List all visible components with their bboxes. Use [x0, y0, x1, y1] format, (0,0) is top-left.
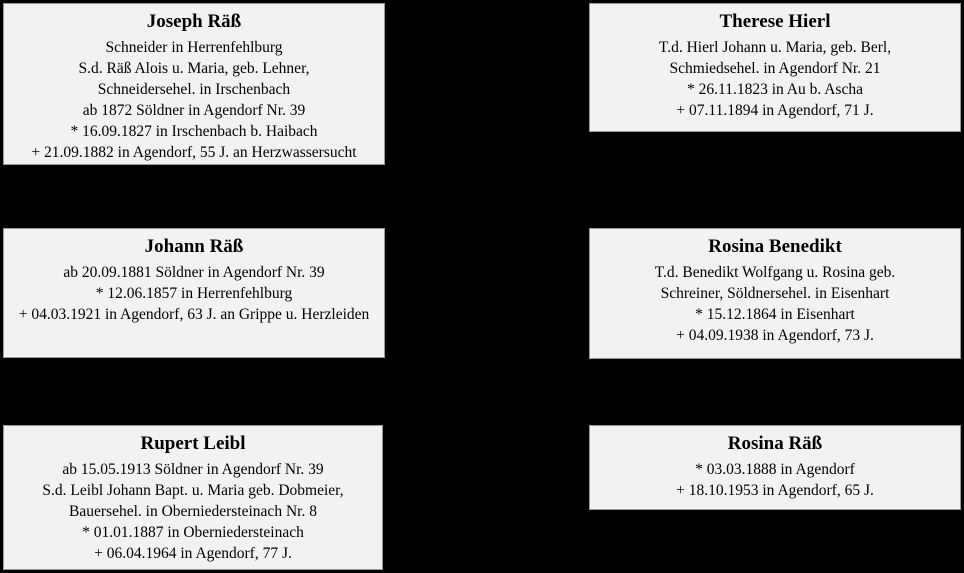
- person-detail-line: S.d. Räß Alois u. Maria, geb. Lehner,: [78, 60, 310, 77]
- person-detail-line: Schmiedsehel. in Agendorf Nr. 21: [669, 60, 881, 77]
- person-detail-line: ab 20.09.1881 Söldner in Agendorf Nr. 39: [63, 264, 325, 281]
- person-name: Rosina Benedikt: [708, 236, 842, 257]
- person-death-line: + 06.04.1964 in Agendorf, 77 J.: [94, 545, 292, 562]
- person-birth-line: * 12.06.1857 in Herrenfehlburg: [95, 285, 293, 302]
- person-detail-line: T.d. Benedikt Wolfgang u. Rosina geb.: [654, 264, 896, 281]
- person-detail-line: Bauersehel. in Oberniedersteinach Nr. 8: [69, 503, 317, 520]
- person-birth-line: * 01.01.1887 in Oberniedersteinach: [82, 524, 304, 541]
- person-detail-line: Schneidersehel. in Irschenbach: [97, 81, 291, 98]
- person-death-line: + 04.03.1921 in Agendorf, 63 J. an Grippe u. Herzleiden: [18, 306, 370, 323]
- person-detail-line: Schreiner, Söldnersehel. in Eisenhart: [660, 285, 890, 302]
- person-card-joseph-raess[interactable]: [3, 3, 385, 165]
- person-birth-line: * 26.11.1823 in Au b. Ascha: [687, 81, 863, 98]
- person-detail-line: Schneider in Herrenfehlburg: [105, 39, 283, 56]
- person-name: Therese Hierl: [719, 11, 831, 32]
- person-detail-line: ab 1872 Söldner in Agendorf Nr. 39: [82, 102, 306, 119]
- person-birth-line: * 15.12.1864 in Eisenhart: [695, 306, 855, 323]
- person-death-line: + 21.09.1882 in Agendorf, 55 J. an Herzwassersucht: [31, 144, 357, 161]
- person-card-rupert-leibl[interactable]: [3, 425, 383, 570]
- person-death-line: + 04.09.1938 in Agendorf, 73 J.: [676, 327, 874, 344]
- person-card-johann-raess[interactable]: [3, 228, 385, 358]
- person-birth-line: * 16.09.1827 in Irschenbach b. Haibach: [70, 123, 318, 140]
- person-detail-line: T.d. Hierl Johann u. Maria, geb. Berl,: [658, 39, 892, 56]
- person-detail-line: S.d. Leibl Johann Bapt. u. Maria geb. Dobmeier,: [42, 482, 344, 499]
- person-name: Joseph Räß: [146, 11, 242, 32]
- person-death-line: + 18.10.1953 in Agendorf, 65 J.: [676, 482, 874, 499]
- person-card-therese-hierl[interactable]: [589, 3, 961, 132]
- person-birth-line: * 03.03.1888 in Agendorf: [695, 461, 855, 478]
- person-death-line: + 07.11.1894 in Agendorf, 71 J.: [676, 102, 874, 119]
- person-detail-line: ab 15.05.1913 Söldner in Agendorf Nr. 39: [62, 461, 324, 478]
- person-name: Rosina Räß: [727, 433, 823, 454]
- person-card-rosina-raess[interactable]: [589, 425, 961, 510]
- person-name: Rupert Leibl: [140, 433, 246, 454]
- person-name: Johann Räß: [144, 236, 244, 257]
- person-card-rosina-benedikt[interactable]: [589, 228, 961, 359]
